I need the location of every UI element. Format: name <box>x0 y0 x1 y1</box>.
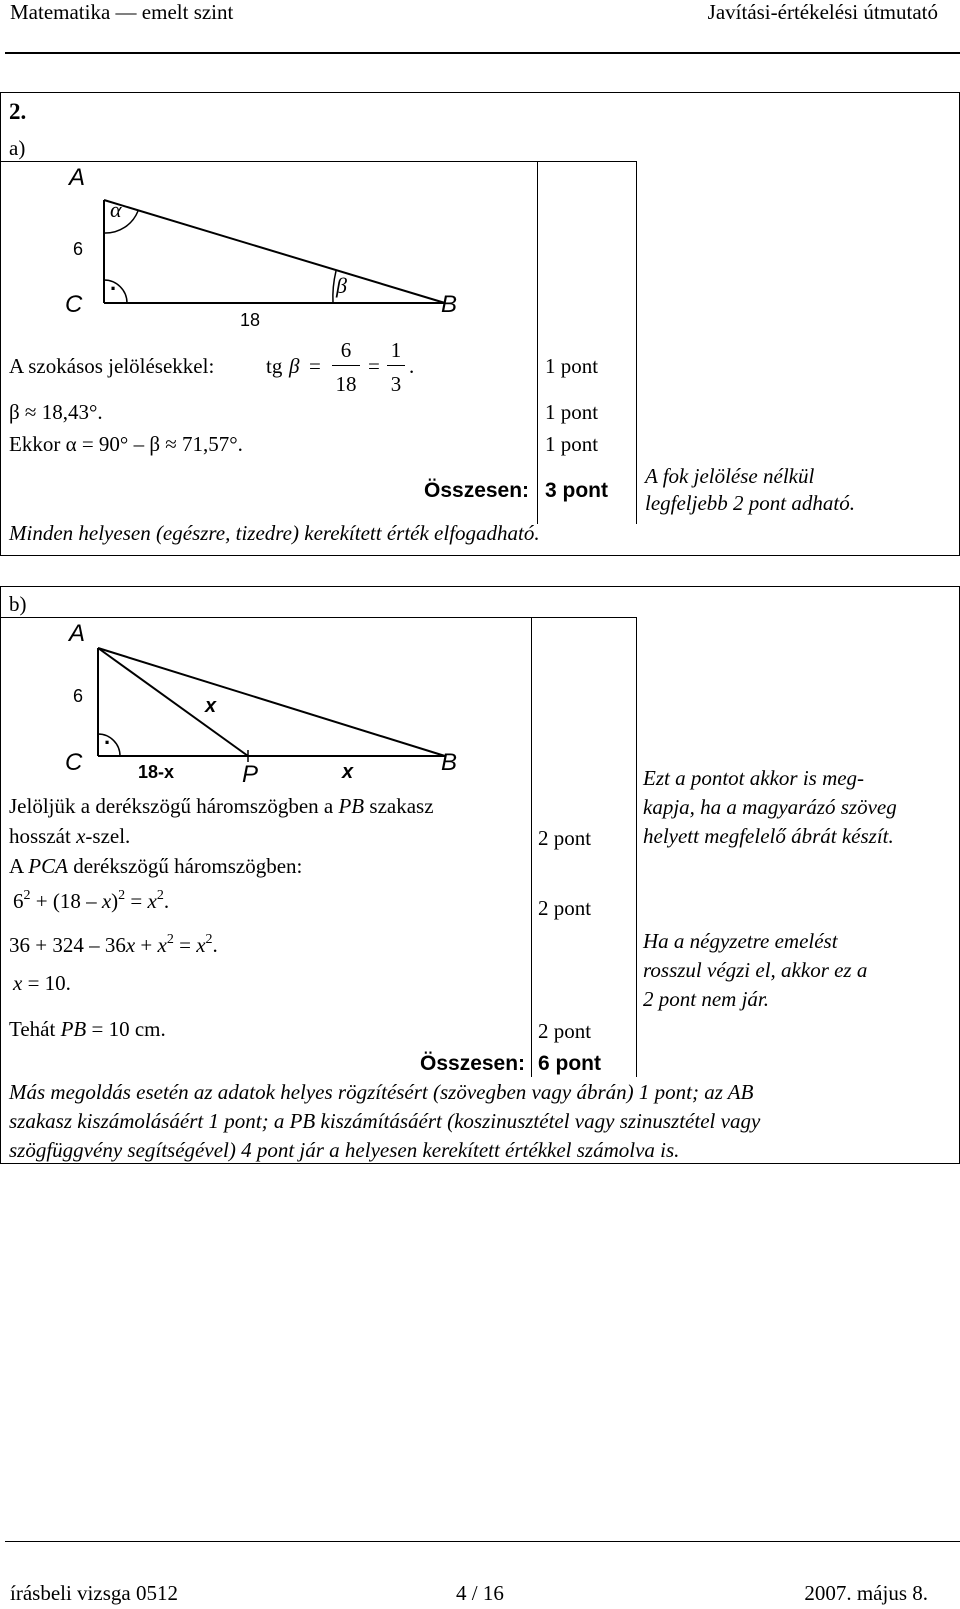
label-side-6: 6 <box>73 686 84 706</box>
a-line1-eq1: = <box>309 354 321 378</box>
b-line2: hosszát x-szel. <box>9 824 131 848</box>
b-result: Tehát PB = 10 cm. <box>9 1017 166 1041</box>
b-equation3: x = 10. <box>13 971 71 995</box>
problem-number: 2. <box>9 99 27 124</box>
label-seg-ap: x <box>205 695 217 717</box>
label-side-6: 6 <box>73 239 84 259</box>
label-a: A <box>69 620 86 647</box>
label-b: B <box>441 291 458 318</box>
right-angle-dot: . <box>104 724 111 749</box>
label-c: C <box>65 291 83 318</box>
a-total-label: Összesen: <box>424 479 530 502</box>
b-line3: A PCA derékszögű háromszögben: <box>9 854 303 878</box>
header-rule <box>5 52 960 54</box>
label-seg-cp: 18-x <box>138 762 175 782</box>
b-note2-line1: Ha a négyzetre emelést <box>643 929 838 953</box>
b-footer-line3: szögfüggvény segítségével) 4 pont jár a helyesen kerekített értékkel számolva is. <box>9 1138 680 1162</box>
a-note-line1: A fok jelölése nélkül <box>645 464 815 488</box>
frac1-bar <box>332 365 360 366</box>
footer-exam-code: írásbeli vizsga 0512 <box>10 1581 178 1605</box>
b-line2-points: 2 pont <box>538 826 592 850</box>
label-beta: β <box>336 273 347 298</box>
b-result-points: 2 pont <box>538 1019 592 1043</box>
a-line1-points: 1 pont <box>545 354 599 378</box>
a-line2-text: β ≈ 18,43°. <box>9 400 103 424</box>
a-total-points: 3 pont <box>545 479 608 502</box>
label-seg-pb: x <box>342 761 354 783</box>
triangle-figure-b <box>60 620 480 795</box>
b-equation2: $36 + 324 - 36x + x^2 = x^2$. <box>9 932 218 957</box>
footer-rule <box>5 1541 960 1542</box>
b-eq1-points: 2 pont <box>538 896 592 920</box>
footer-page-number: 4 / 16 <box>456 1581 504 1605</box>
a-line3-points: 1 pont <box>545 432 599 456</box>
label-b: B <box>441 749 458 776</box>
a-footer: Minden helyesen (egészre, tizedre) kerekített érték elfogadható. <box>9 521 540 545</box>
b-note1-line1: Ezt a pontot akkor is meg- <box>643 766 865 790</box>
frac1-denominator: 18 <box>335 372 357 396</box>
b-line1: Jelöljük a derékszögű háromszögben a PB szakasz <box>9 794 434 818</box>
label-c: C <box>65 749 83 776</box>
b-total-points: 6 pont <box>538 1052 601 1075</box>
b-footer-line2: szakasz kiszámolásáért 1 pont; a PB kiszámításáért (koszinusztétel vagy szinusztétel vagy <box>9 1109 761 1133</box>
label-alpha: α <box>110 197 122 222</box>
a-note-line2: legfeljebb 2 pont adható. <box>645 491 855 515</box>
frac2-denominator: 3 <box>390 372 402 396</box>
a-line1-beta: β <box>289 354 300 378</box>
b-note1-line2: kapja, ha a magyarázó szöveg <box>643 795 897 819</box>
label-side-18: 18 <box>240 310 261 330</box>
side-ab-line <box>104 200 445 303</box>
side-ab-line <box>98 648 445 756</box>
b-note2-line2: rosszul végzi el, akkor ez a <box>643 958 868 982</box>
b-footer-line1: Más megoldás esetén az adatok helyes rögzítésért (szövegben vagy ábrán) 1 pont; az AB <box>9 1080 754 1104</box>
b-equation1: $6^2 + (18 - x)^2 = x^2$. <box>13 888 170 913</box>
footer-date: 2007. május 8. <box>804 1581 928 1605</box>
frac1-numerator: 6 <box>340 338 352 362</box>
b-note1-line3: helyett megfelelő ábrát készít. <box>643 824 894 848</box>
part-a-label: a) <box>9 136 26 160</box>
triangle-figure-a <box>60 165 480 340</box>
a-line1-text: A szokásos jelölésekkel: <box>9 354 215 378</box>
a-line2-points: 1 pont <box>545 400 599 424</box>
frac2-numerator: 1 <box>390 338 402 362</box>
segment-ap-line <box>98 648 248 756</box>
right-angle-dot: . <box>110 270 117 295</box>
a-line1-tg: tg <box>266 354 283 378</box>
frac2-bar <box>387 365 405 366</box>
header-guide-title: Javítási-értékelési útmutató <box>707 0 938 24</box>
label-a: A <box>69 165 86 191</box>
part-b-label: b) <box>9 592 27 616</box>
a-line1-eq2: = <box>368 354 380 378</box>
label-p: P <box>242 761 259 788</box>
a-line3-text: Ekkor α = 90° – β ≈ 71,57°. <box>9 432 243 456</box>
header-subject: Matematika — emelt szint <box>10 0 234 24</box>
b-total-label: Összesen: <box>420 1052 526 1075</box>
a-line1-end: . <box>409 354 415 378</box>
b-note2-line3: 2 pont nem jár. <box>643 987 769 1011</box>
